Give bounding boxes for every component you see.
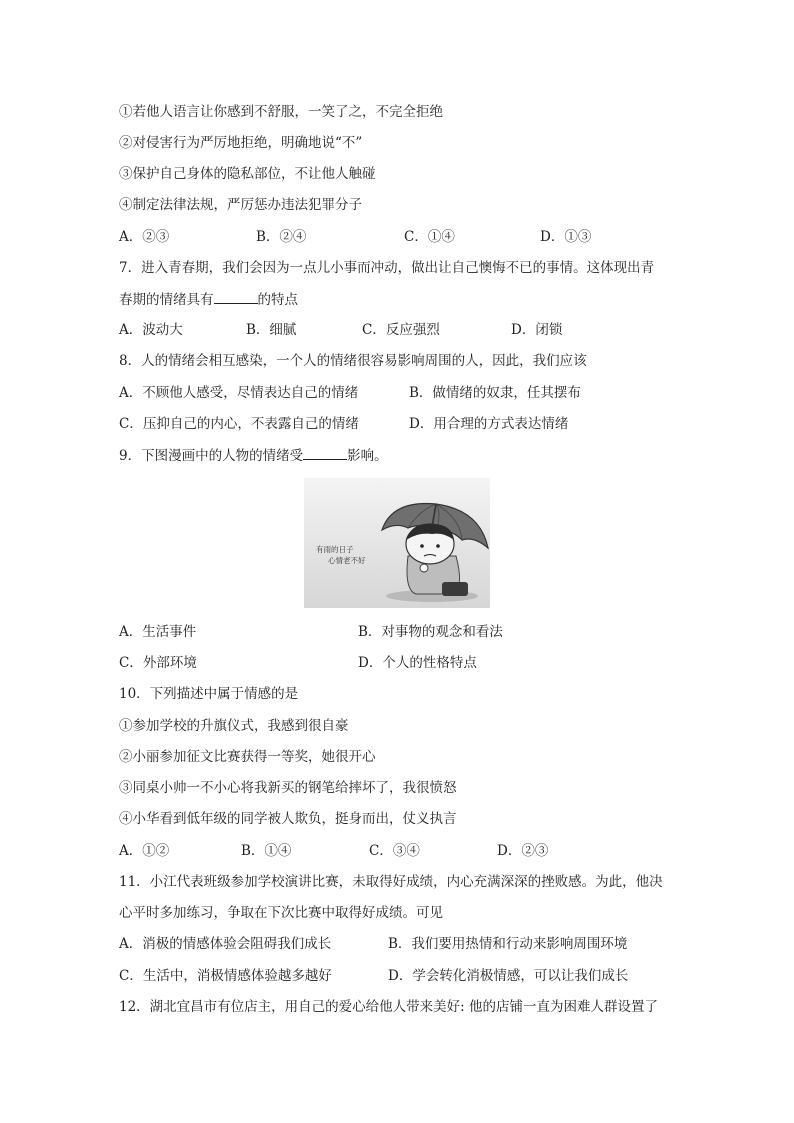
q9-option-d: D．个人的性格特点 <box>358 655 477 671</box>
umbrella-cartoon-illustration <box>304 478 490 608</box>
q6-option-c: C．①④ <box>404 229 455 245</box>
cartoon-caption-line2: 心情老不好 <box>328 556 366 565</box>
q10-option-d: D．②③ <box>497 843 549 859</box>
q8-stem: 8．人的情绪会相互感染，一个人的情绪很容易影响周围的人，因此，我们应该 <box>119 353 587 369</box>
q10-option-c: C．③④ <box>369 843 420 859</box>
q11-option-a: A．消极的情感体验会阻碍我们成长 <box>119 936 332 952</box>
q7-option-a: A．波动大 <box>119 322 183 338</box>
q10-item-3: ③同桌小帅一不小心将我新买的钢笔给摔坏了，我很愤怒 <box>119 780 457 796</box>
q7-option-d: D．闭锁 <box>511 322 563 338</box>
q10-option-a: A．①② <box>119 843 170 859</box>
q11-option-b: B．我们要用热情和行动来影响周围环境 <box>388 936 628 952</box>
q9-stem-pre: 9．下图漫画中的人物的情绪受 <box>119 448 304 464</box>
q9-cartoon <box>304 478 490 608</box>
q8-option-d: D．用合理的方式表达情绪 <box>409 416 569 432</box>
q6-item-1: ①若他人语言让你感到不舒服，一笑了之，不完全拒绝 <box>119 104 443 120</box>
q6-item-2: ②对侵害行为严厉地拒绝，明确地说“不” <box>119 135 363 151</box>
q9-stem-post: 影响。 <box>347 448 388 464</box>
q7-stem-line2 <box>119 289 298 309</box>
q12-stem-line1: 12．湖北宜昌市有位店主，用自己的爱心给他人带来美好: 他的店铺一直为困难人群设置了 <box>119 999 659 1015</box>
q8-option-a: A．不顾他人感受，尽情表达自己的情绪 <box>119 385 359 401</box>
q11-option-d: D．学会转化消极情感，可以让我们成长 <box>388 968 629 984</box>
q6-item-4: ④制定法律法规，严厉惩办违法犯罪分子 <box>119 197 362 213</box>
q6-item-3: ③保护自己身体的隐私部位，不让他人触碰 <box>119 166 376 182</box>
q10-item-1: ①参加学校的升旗仪式，我感到很自豪 <box>119 718 349 734</box>
q9-option-c: C．外部环境 <box>119 655 197 671</box>
q10-item-2: ②小丽参加征文比赛获得一等奖，她很开心 <box>119 749 376 765</box>
q10-item-4: ④小华看到低年级的同学被人欺负，挺身而出，仗义执言 <box>119 811 457 827</box>
q10-stem: 10．下列描述中属于情感的是 <box>119 686 299 702</box>
q6-option-b: B．②④ <box>256 229 307 245</box>
q7-option-c: C．反应强烈 <box>362 322 440 338</box>
q10-option-b: B．①④ <box>241 843 292 859</box>
q7-stem-post: 的特点 <box>257 292 298 308</box>
q7-answer-blank <box>214 289 258 304</box>
cartoon-caption-line1: 有雨的日子 <box>316 545 354 554</box>
q9-option-b: B．对事物的观念和看法 <box>358 624 503 640</box>
q6-option-d: D．①③ <box>540 229 592 245</box>
q9-option-a: A．生活事件 <box>119 624 197 640</box>
q6-option-a: A．②③ <box>119 229 170 245</box>
q8-option-c: C．压抑自己的内心，不表露自己的情绪 <box>119 416 359 432</box>
q7-option-b: B．细腻 <box>246 322 297 338</box>
q11-stem-line2: 心平时多加练习，争取在下次比赛中取得好成绩。可见 <box>119 905 443 921</box>
q7-stem-line1: 7．进入青春期，我们会因为一点儿小事而冲动，做出让自己懊悔不已的事情。这体现出青 <box>119 260 655 276</box>
q11-option-c: C．生活中，消极情感体验越多越好 <box>119 968 332 984</box>
q7-stem-pre: 春期的情绪具有 <box>119 292 214 308</box>
q9-answer-blank <box>303 445 347 460</box>
q8-option-b: B．做情绪的奴隶，任其摆布 <box>409 385 581 401</box>
q9-stem <box>119 445 388 465</box>
q11-stem-line1: 11．小江代表班级参加学校演讲比赛，未取得好成绩，内心充满深深的挫败感。为此，他决 <box>119 874 663 890</box>
